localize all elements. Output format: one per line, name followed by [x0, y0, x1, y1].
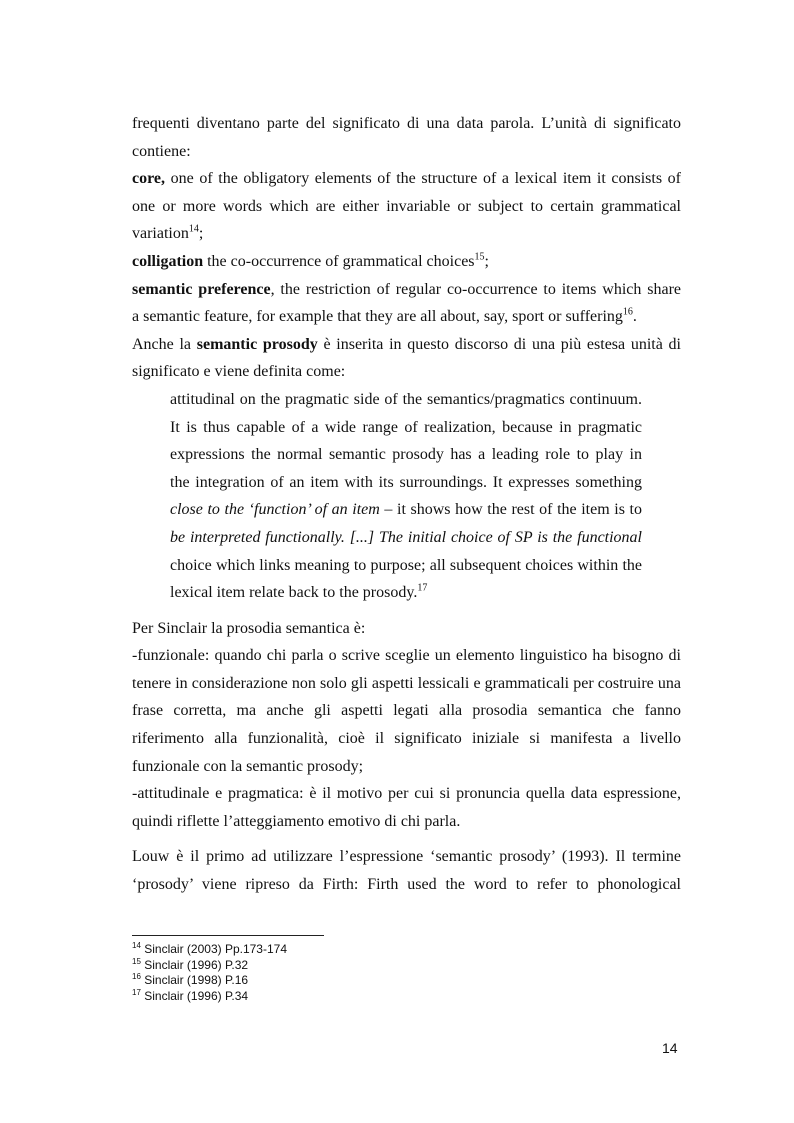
term-semantic-preference: semantic preference	[132, 280, 271, 298]
footnotes	[132, 942, 287, 1004]
text-line: significato e viene definita come:	[132, 363, 346, 381]
footnote-separator	[132, 935, 324, 936]
footnote: $^{16}$ Sinclair (1998) P.16	[132, 972, 249, 987]
definition-colligation: colligation the co-occurrence of grammatical choices$^{15}$;	[132, 251, 489, 270]
text-line: frequenti diventano parte del significato di una data parola. L’unità di significato	[132, 115, 681, 132]
paragraph-louw: Louw è il primo ad utilizzare l’espressione ‘semantic prosody’ (1993). Il termine ‘prosody’ viene ripreso da Firth: Firth used the word to refer to phonological	[132, 848, 681, 894]
footnote-ref: 16	[622, 306, 633, 318]
document-body	[132, 110, 681, 899]
footnote: $^{15}$ Sinclair (1996) P.32	[132, 956, 249, 972]
block-quote: attitudinal on the pragmatic side of the semantics/pragmatics continuum. It is thus capable of a wide range of realization, because in pragmatic expressions the normal semantic prosody has a leading role to play in the integration of an item with its surroundings. It expresses something close to the ‘function’ of an item – it shows how the rest of the item is to be interpreted functionally. [...] The initial choice of SP is the functional choice which links meaning to purpose; all subsequent choices within the lexical item relate back to the prosody.$^{17}$	[170, 390, 642, 602]
term-semantic-prosody: semantic prosody	[196, 335, 318, 353]
page-number: 14	[662, 1040, 678, 1056]
text-line: one or more words which are either invariable or subject to certain grammatical	[132, 197, 681, 215]
definition-core: core, one of the obligatory elements of the structure of a lexical item it consists of one or more words which are either invariable or subject to certain grammatical variation$^{14}$;	[132, 170, 681, 243]
paragraph-intro	[132, 110, 681, 165]
footnote-ref: 14	[188, 224, 199, 236]
footnote-ref: 15	[474, 251, 485, 263]
text-line: contiene:	[132, 142, 191, 160]
footnote: $^{14}$ Sinclair (2003) Pp.173-174	[132, 941, 288, 956]
definition-semantic-preference: semantic preference, the restriction of regular co-occurrence to items which share a semantic feature, for example that they are all about, say, sport or suffering$^{16}$.	[132, 280, 682, 326]
paragraph-semantic-prosody: Anche la semantic prosody è inserita in questo discorso di una più estesa unità di significato e viene definita come:	[132, 331, 681, 386]
footnote-ref: 17	[417, 582, 428, 594]
footnote: $^{17}$ Sinclair (1996) P.34	[132, 987, 249, 1003]
term-colligation: colligation	[132, 252, 204, 270]
paragraph-sinclair: Per Sinclair la prosodia semantica è: -funzionale: quando chi parla o scrive sceglie un elemento linguistico ha bisogno di tenere in considerazione non solo gli aspetti lessicali e grammaticali per costruire una frase corretta, ma anche gli aspetti legati alla prosodia semantica che fanno riferimento alla funzionalità, cioè il significato iniziale si manifesta a livello funzionale con la semantic prosody; -attitudinale e pragmatica: è il motivo per cui si pronuncia quella data espressione, quindi riflette l’atteggiamento emotivo di chi parla.	[132, 619, 681, 830]
term-core: core,	[132, 170, 166, 188]
